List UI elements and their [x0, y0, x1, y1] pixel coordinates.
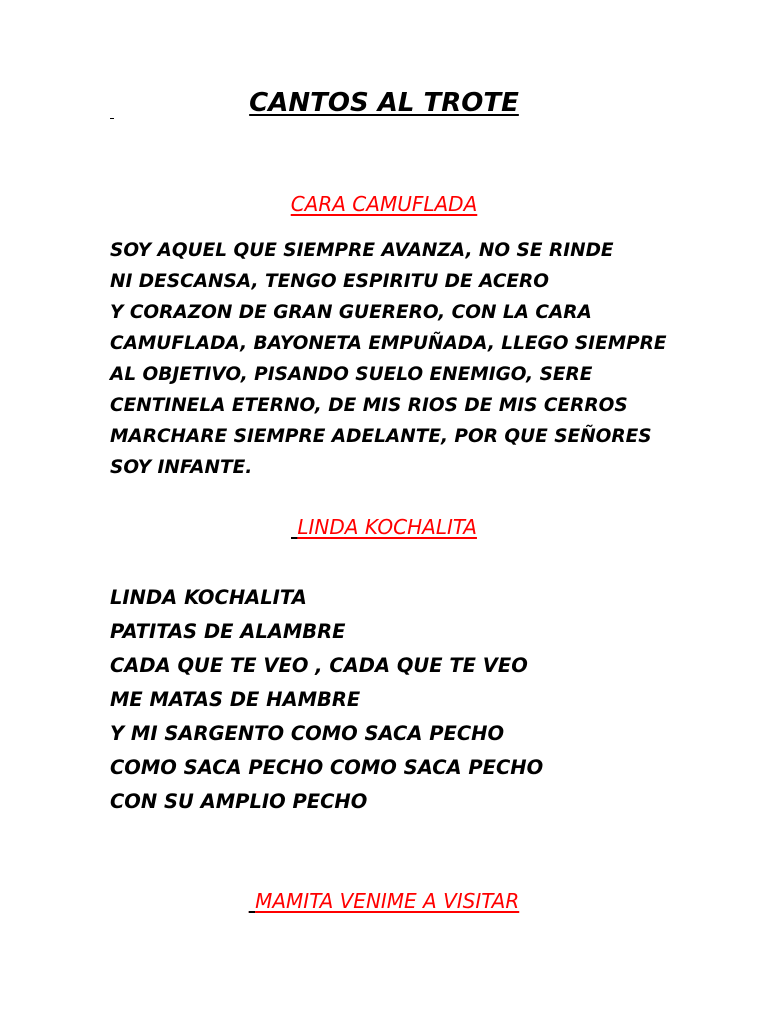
section-title-linda-kochalita — [0, 515, 768, 539]
verse-linda-kochalita — [110, 581, 730, 819]
verse-cara-camuflada — [110, 235, 730, 483]
stray-underline-mark — [110, 118, 114, 119]
verse-line: PATITAS DE ALAMBRE — [110, 620, 346, 643]
verse-line: Y MI SARGENTO COMO SACA PECHO — [110, 722, 505, 745]
section-title-cara-camuflada: CARA CAMUFLADA — [290, 192, 478, 216]
verse-line: COMO SACA PECHO COMO SACA PECHO — [110, 756, 544, 779]
verse-line: LINDA KOCHALITA — [110, 586, 307, 609]
verse-line: ME MATAS DE HAMBRE — [110, 688, 361, 711]
section-title-text: MAMITA VENIME A VISITAR — [255, 889, 520, 913]
verse-line: CENTINELA ETERNO, DE MIS RIOS DE MIS CERROS — [110, 395, 628, 416]
verse-line: AL OBJETIVO, PISANDO SUELO ENEMIGO, SERE — [110, 364, 593, 385]
verse-line: CADA QUE TE VEO , CADA QUE TE VEO — [110, 654, 528, 677]
document-title: CANTOS AL TROTE — [249, 88, 519, 118]
verse-line: SOY INFANTE. — [110, 457, 253, 478]
verse-line: NI DESCANSA, TENGO ESPIRITU DE ACERO — [110, 271, 550, 292]
section-title-mamita-venime-a-visitar — [0, 889, 768, 913]
verse-line: CON SU AMPLIO PECHO — [110, 790, 368, 813]
verse-line: CAMUFLADA, BAYONETA EMPUÑADA, LLEGO SIEMPRE — [110, 333, 667, 354]
section-title-text: LINDA KOCHALITA — [297, 515, 477, 539]
verse-line: Y CORAZON DE GRAN GUERERO, CON LA CARA — [110, 302, 592, 323]
verse-line: SOY AQUEL QUE SIEMPRE AVANZA, NO SE RINDE — [110, 240, 614, 261]
verse-line: MARCHARE SIEMPRE ADELANTE, POR QUE SEÑORES — [110, 426, 652, 447]
